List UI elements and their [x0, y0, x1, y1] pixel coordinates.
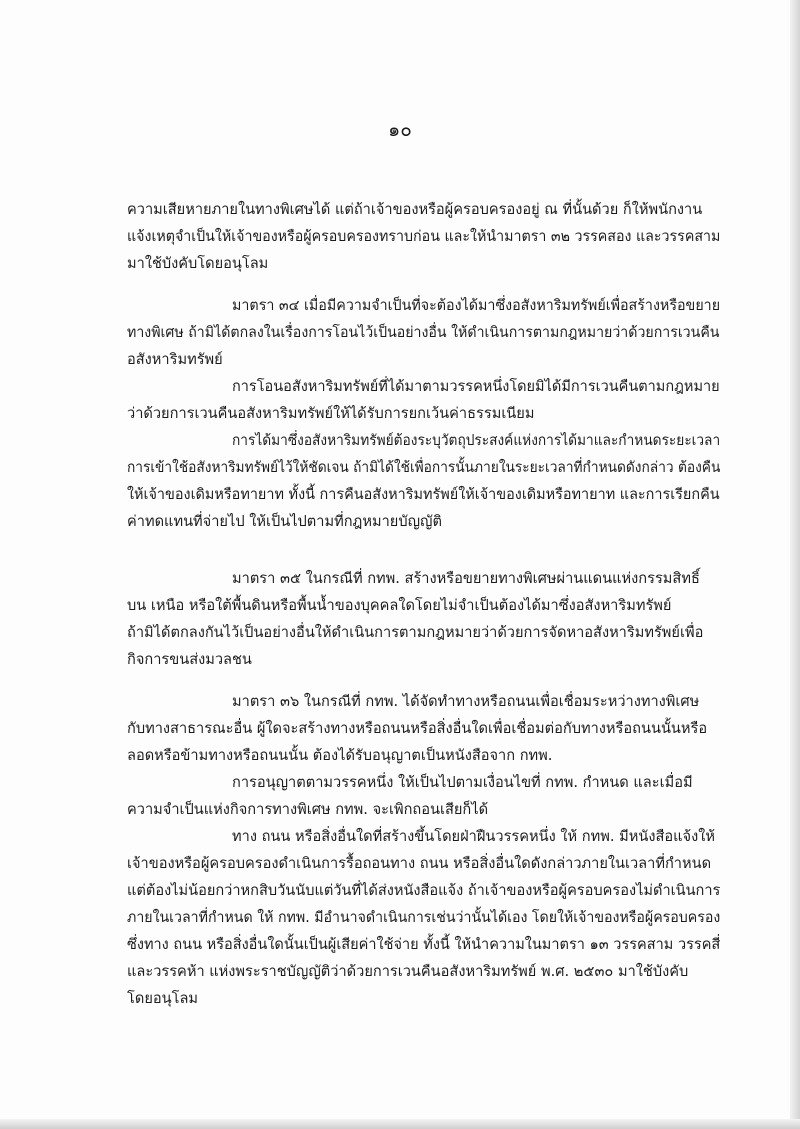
- text-line: กับทางสาธารณะอื่น ผู้ใดจะสร้างทางหรือถนนหรือสิ่งอื่นใดเพื่อเชื่อมต่อกับทางหรือถนนนั้นหรือ: [127, 720, 708, 737]
- text-line: ทาง ถนน หรือสิ่งอื่นใดที่สร้างขึ้นโดยฝ่าฝืนวรรคหนึ่ง ให้ กทพ. มีหนังสือแจ้งให้: [232, 828, 715, 845]
- page-edge-shadow: [0, 1119, 800, 1129]
- text-line: เจ้าของหรือผู้ครอบครองดำเนินการรื้อถอนทาง ถนน หรือสิ่งอื่นใดดังกล่าวภายในเวลาที่กำหนด: [127, 855, 712, 872]
- page-number: ๑๐: [388, 119, 412, 141]
- section-34-heading: มาตรา ๓๔ เมื่อมีความจำเป็นที่จะต้องได้มาซึ่งอสังหาริมทรัพย์เพื่อสร้างหรือขยาย: [232, 297, 721, 314]
- text-line: การได้มาซึ่งอสังหาริมทรัพย์ต้องระบุวัตถุประสงค์แห่งการได้มาและกำหนดระยะเวลา: [232, 432, 721, 449]
- text-line: ซึ่งทาง ถนน หรือสิ่งอื่นใดนั้นเป็นผู้เสียค่าใช้จ่าย ทั้งนี้ ให้นำความในมาตรา ๑๓ วรรคสาม วรรคสี่: [127, 936, 721, 953]
- text-line: ค่าทดแทนที่จ่ายไป ให้เป็นไปตามที่กฎหมายบัญญัติ: [127, 513, 442, 530]
- text-line: ความจำเป็นแห่งกิจการทางพิเศษ กทพ. จะเพิกถอนเสียก็ได้: [127, 801, 489, 818]
- text-line: โดยอนุโลม: [127, 990, 199, 1007]
- section-35-heading: มาตรา ๓๕ ในกรณีที่ กทพ. สร้างหรือขยายทางพิเศษผ่านแดนแห่งกรรมสิทธิ์: [232, 570, 700, 587]
- text-line: แจ้งเหตุจำเป็นให้เจ้าของหรือผู้ครอบครองทราบก่อน และให้นำมาตรา ๓๒ วรรคสอง และวรรคสาม: [127, 228, 721, 245]
- text-line: และวรรคห้า แห่งพระราชบัญญัติว่าด้วยการเวนคืนอสังหาริมทรัพย์ พ.ศ. ๒๕๓๐ มาใช้บังคับ: [127, 963, 689, 980]
- text-line: อสังหาริมทรัพย์: [127, 351, 223, 368]
- text-line: บน เหนือ หรือใต้พื้นดินหรือพื้นน้ำของบุคคลใดโดยไม่จำเป็นต้องได้มาซึ่งอสังหาริมทรัพย์: [127, 597, 672, 614]
- text-line: การเข้าใช้อสังหาริมทรัพย์ไว้ให้ชัดเจน ถ้ามิได้ใช้เพื่อการนั้นภายในระยะเวลาที่กำหนดดังกล่าว ต้องคืน: [127, 459, 721, 476]
- text-line: ทางพิเศษ ถ้ามิได้ตกลงในเรื่องการโอนไว้เป็นอย่างอื่น ให้ดำเนินการตามกฎหมายว่าด้วยการเวนคืน: [127, 324, 720, 341]
- page-edge-shadow: [790, 0, 800, 1129]
- text-line: การโอนอสังหาริมทรัพย์ที่ได้มาตามวรรคหนึ่งโดยมิได้มีการเวนคืนตามกฎหมาย: [232, 378, 720, 395]
- text-line: ภายในเวลาที่กำหนด ให้ กทพ. มีอำนาจดำเนินการเช่นว่านั้นได้เอง โดยให้เจ้าของหรือผู้ครอบครอง: [127, 909, 721, 926]
- text-line: ว่าด้วยการเวนคืนอสังหาริมทรัพย์ให้ได้รับการยกเว้นค่าธรรมเนียม: [127, 405, 535, 422]
- text-line: การอนุญาตตามวรรคหนึ่ง ให้เป็นไปตามเงื่อนไขที่ กทพ. กำหนด และเมื่อมี: [232, 774, 693, 791]
- text-line: แต่ต้องไม่น้อยกว่าหกสิบวันนับแต่วันที่ได้ส่งหนังสือแจ้ง ถ้าเจ้าของหรือผู้ครอบครองไม่ดำเนินการ: [127, 882, 721, 899]
- text-line: ความเสียหายภายในทางพิเศษได้ แต่ถ้าเจ้าของหรือผู้ครอบครองอยู่ ณ ที่นั้นด้วย ก็ให้พนักงาน: [127, 201, 703, 218]
- text-line: มาใช้บังคับโดยอนุโลม: [127, 255, 269, 272]
- text-line: กิจการขนส่งมวลชน: [127, 651, 252, 668]
- text-line: ให้เจ้าของเดิมหรือทายาท ทั้งนี้ การคืนอสังหาริมทรัพย์ให้เจ้าของเดิมหรือทายาท และการเรียกคืน: [127, 486, 720, 503]
- section-36-heading: มาตรา ๓๖ ในกรณีที่ กทพ. ได้จัดทำทางหรือถนนเพื่อเชื่อมระหว่างทางพิเศษ: [232, 693, 700, 710]
- text-line: ถ้ามิได้ตกลงกันไว้เป็นอย่างอื่นให้ดำเนินการตามกฎหมายว่าด้วยการจัดหาอสังหาริมทรัพย์เพื่อ: [127, 624, 704, 641]
- text-line: ลอดหรือข้ามทางหรือถนนนั้น ต้องได้รับอนุญาตเป็นหนังสือจาก กทพ.: [127, 747, 553, 764]
